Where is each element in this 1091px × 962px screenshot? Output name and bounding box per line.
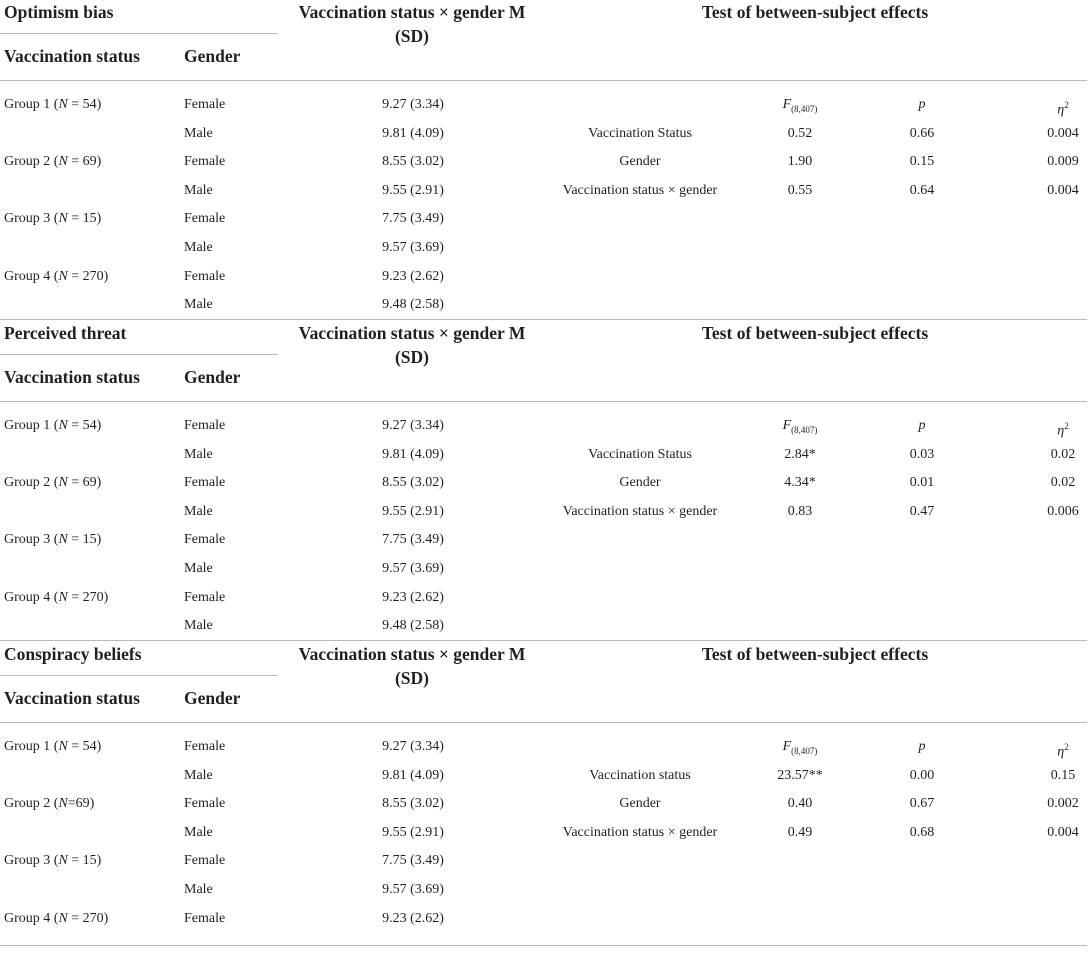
group-prefix: Group 1 ( bbox=[4, 418, 59, 433]
mean-sd-cell: 9.23 (2.62) bbox=[382, 589, 444, 605]
header-divider bbox=[0, 33, 278, 34]
table-row bbox=[0, 91, 540, 119]
table-row bbox=[0, 441, 540, 469]
mean-sd-cell: 9.81 (4.09) bbox=[382, 125, 444, 141]
f-symbol: F bbox=[782, 97, 792, 112]
section-title: Conspiracy beliefs bbox=[4, 644, 142, 664]
p-value-header: p bbox=[918, 418, 926, 433]
column-header-tests: Test of between-subject effects bbox=[701, 2, 929, 22]
group-label bbox=[4, 905, 108, 933]
group-label bbox=[4, 263, 108, 291]
group-label bbox=[4, 733, 101, 761]
gender-cell: Female bbox=[184, 97, 226, 112]
table-row bbox=[0, 412, 540, 440]
gender-cell: Female bbox=[184, 211, 226, 227]
p-value-header: p bbox=[918, 739, 926, 754]
group-count: = 69) bbox=[67, 154, 102, 170]
group-prefix: Group 4 ( bbox=[4, 589, 59, 605]
table-section bbox=[0, 642, 1087, 962]
eta-value: 0.004 bbox=[1047, 182, 1079, 198]
table-row bbox=[0, 469, 540, 497]
eta-value: 0.004 bbox=[1047, 824, 1079, 840]
eta-value: 0.02 bbox=[1050, 446, 1076, 462]
f-df: (8,407) bbox=[791, 745, 818, 756]
table-row bbox=[0, 584, 540, 612]
mean-sd-cell: 9.57 (3.69) bbox=[382, 882, 444, 897]
column-header-vaccination-status: Vaccination status bbox=[4, 688, 140, 708]
column-header-gender: Gender bbox=[184, 688, 241, 708]
mean-sd-cell: 9.81 (4.09) bbox=[382, 446, 444, 462]
group-prefix: Group 1 ( bbox=[4, 97, 59, 112]
n-symbol: N bbox=[58, 739, 68, 754]
p-value: 0.01 bbox=[909, 475, 935, 491]
table-row bbox=[0, 790, 540, 818]
mean-sd-cell: 9.27 (3.34) bbox=[382, 97, 444, 112]
column-header-vaccination-status: Vaccination status bbox=[4, 367, 140, 387]
effect-label: Vaccination status × gender bbox=[562, 824, 718, 840]
group-count: = 270) bbox=[67, 268, 109, 284]
eta-value: 0.009 bbox=[1047, 154, 1079, 170]
p-value-header: p bbox=[918, 97, 926, 112]
gender-cell: Female bbox=[184, 154, 226, 170]
n-symbol: N bbox=[58, 475, 68, 491]
mean-sd-cell: 9.57 (3.69) bbox=[382, 240, 444, 255]
table-row bbox=[0, 905, 540, 933]
header-bottom-rule bbox=[0, 401, 1087, 402]
column-header-mean-sd: Vaccination status × gender M (SD) bbox=[298, 644, 526, 688]
group-count: = 270) bbox=[67, 910, 109, 926]
eta-superscript: 2 bbox=[1064, 100, 1069, 110]
f-value: 0.49 bbox=[787, 824, 813, 840]
group-prefix: Group 1 ( bbox=[4, 739, 59, 754]
group-count: = 69) bbox=[67, 475, 102, 491]
mean-sd-cell: 9.57 (3.69) bbox=[382, 561, 444, 576]
p-value: 0.03 bbox=[909, 446, 935, 462]
mean-sd-cell: 9.27 (3.34) bbox=[382, 739, 444, 754]
group-label bbox=[4, 584, 108, 612]
group-count: = 15) bbox=[67, 211, 102, 227]
group-count: = 15) bbox=[67, 853, 102, 869]
group-count: = 54) bbox=[67, 739, 102, 754]
group-count: = 270) bbox=[67, 589, 109, 605]
column-header-tests: Test of between-subject effects bbox=[701, 644, 929, 664]
header-divider bbox=[0, 354, 278, 355]
n-symbol: N bbox=[58, 796, 68, 812]
group-label bbox=[4, 526, 101, 554]
mean-sd-cell: 9.55 (2.91) bbox=[382, 503, 444, 519]
eta-value: 0.006 bbox=[1047, 503, 1079, 519]
gender-cell: Male bbox=[184, 240, 213, 255]
column-header-gender: Gender bbox=[184, 46, 241, 66]
gender-cell: Male bbox=[184, 182, 213, 198]
group-prefix: Group 2 ( bbox=[4, 475, 59, 491]
gender-cell: Male bbox=[184, 297, 213, 313]
f-value: 0.40 bbox=[787, 796, 813, 812]
gender-cell: Male bbox=[184, 618, 213, 634]
mean-sd-cell: 8.55 (3.02) bbox=[382, 154, 444, 170]
p-value: 0.47 bbox=[909, 503, 935, 519]
group-prefix: Group 4 ( bbox=[4, 910, 59, 926]
f-statistic-header bbox=[755, 733, 845, 765]
header-bottom-rule bbox=[0, 722, 1087, 723]
effect-label: Vaccination Status bbox=[588, 125, 692, 141]
f-value: 0.83 bbox=[787, 503, 813, 519]
effect-label: Gender bbox=[619, 154, 661, 170]
gender-cell: Female bbox=[184, 796, 226, 812]
p-value: 0.67 bbox=[909, 796, 935, 812]
eta-superscript: 2 bbox=[1064, 742, 1069, 752]
table-row bbox=[0, 498, 540, 526]
f-symbol: F bbox=[782, 739, 792, 754]
stats-row bbox=[540, 469, 1087, 497]
stats-row bbox=[540, 177, 1087, 205]
n-symbol: N bbox=[58, 418, 68, 433]
f-value: 23.57** bbox=[777, 767, 823, 783]
gender-cell: Male bbox=[184, 446, 213, 462]
table-row bbox=[0, 819, 540, 847]
gender-cell: Male bbox=[184, 882, 213, 897]
group-label bbox=[4, 847, 101, 875]
group-prefix: Group 3 ( bbox=[4, 532, 59, 548]
stats-row bbox=[540, 148, 1087, 176]
gender-cell: Male bbox=[184, 561, 213, 576]
effect-label: Gender bbox=[619, 475, 661, 491]
eta-symbol: η bbox=[1057, 102, 1065, 118]
n-symbol: N bbox=[58, 154, 68, 170]
gender-cell: Female bbox=[184, 739, 226, 754]
n-symbol: N bbox=[58, 211, 68, 227]
eta-symbol: η bbox=[1057, 744, 1065, 760]
column-header-gender: Gender bbox=[184, 367, 241, 387]
mean-sd-cell: 9.23 (2.62) bbox=[382, 910, 444, 926]
gender-cell: Male bbox=[184, 125, 213, 141]
eta-superscript: 2 bbox=[1064, 421, 1069, 431]
section-title: Optimism bias bbox=[4, 2, 114, 22]
table-row bbox=[0, 291, 540, 319]
f-value: 0.55 bbox=[787, 182, 813, 198]
group-label bbox=[4, 205, 101, 233]
p-value: 0.00 bbox=[909, 767, 935, 783]
p-value: 0.64 bbox=[909, 182, 935, 198]
f-symbol: F bbox=[782, 418, 792, 433]
f-value: 1.90 bbox=[787, 154, 813, 170]
table-section bbox=[0, 321, 1087, 641]
gender-cell: Female bbox=[184, 853, 226, 869]
table-row bbox=[0, 555, 540, 583]
stats-row bbox=[540, 790, 1087, 818]
group-count: = 54) bbox=[67, 97, 102, 112]
gender-cell: Female bbox=[184, 532, 226, 548]
table-row bbox=[0, 612, 540, 640]
gender-cell: Female bbox=[184, 418, 226, 433]
n-symbol: N bbox=[58, 268, 68, 284]
p-value: 0.68 bbox=[909, 824, 935, 840]
header-bottom-rule bbox=[0, 80, 1087, 81]
mean-sd-cell: 8.55 (3.02) bbox=[382, 475, 444, 491]
eta-value: 0.02 bbox=[1050, 475, 1076, 491]
mean-sd-cell: 8.55 (3.02) bbox=[382, 796, 444, 812]
mean-sd-cell: 7.75 (3.49) bbox=[382, 211, 444, 227]
stats-row bbox=[540, 819, 1087, 847]
f-value: 0.52 bbox=[787, 125, 813, 141]
group-label bbox=[4, 148, 101, 176]
p-value: 0.15 bbox=[909, 154, 935, 170]
group-label bbox=[4, 469, 101, 497]
effect-label: Vaccination status bbox=[589, 767, 691, 783]
stats-header-row bbox=[540, 733, 1087, 761]
gender-cell: Female bbox=[184, 589, 226, 605]
mean-sd-cell: 9.48 (2.58) bbox=[382, 297, 444, 313]
mean-sd-cell: 9.27 (3.34) bbox=[382, 418, 444, 433]
stats-row bbox=[540, 498, 1087, 526]
section-bottom-rule bbox=[0, 945, 1087, 946]
group-prefix: Group 2 ( bbox=[4, 154, 59, 170]
group-prefix: Group 3 ( bbox=[4, 211, 59, 227]
table-row bbox=[0, 177, 540, 205]
group-prefix: Group 3 ( bbox=[4, 853, 59, 869]
f-value: 2.84* bbox=[784, 446, 816, 462]
gender-cell: Male bbox=[184, 767, 213, 783]
table-row bbox=[0, 876, 540, 904]
stats-header-row bbox=[540, 412, 1087, 440]
group-count: = 54) bbox=[67, 418, 102, 433]
stats-row bbox=[540, 441, 1087, 469]
mean-sd-cell: 9.55 (2.91) bbox=[382, 824, 444, 840]
section-title: Perceived threat bbox=[4, 323, 127, 343]
f-statistic-header bbox=[755, 412, 845, 444]
table-row bbox=[0, 526, 540, 554]
group-prefix: Group 2 ( bbox=[4, 796, 59, 812]
gender-cell: Male bbox=[184, 824, 213, 840]
n-symbol: N bbox=[58, 853, 68, 869]
mean-sd-cell: 9.23 (2.62) bbox=[382, 268, 444, 284]
stats-row bbox=[540, 120, 1087, 148]
effect-label: Vaccination status × gender bbox=[562, 182, 718, 198]
table-section bbox=[0, 0, 1087, 320]
section-bottom-rule bbox=[0, 640, 1087, 641]
group-label bbox=[4, 91, 101, 119]
p-value: 0.66 bbox=[909, 125, 935, 141]
effect-label: Vaccination Status bbox=[588, 446, 692, 462]
eta-value: 0.15 bbox=[1050, 767, 1076, 783]
mean-sd-cell: 9.55 (2.91) bbox=[382, 182, 444, 198]
f-df: (8,407) bbox=[791, 424, 818, 435]
f-value: 4.34* bbox=[784, 475, 816, 491]
eta-symbol: η bbox=[1057, 423, 1065, 439]
mean-sd-cell: 7.75 (3.49) bbox=[382, 853, 444, 869]
f-statistic-header bbox=[755, 91, 845, 123]
table-row bbox=[0, 205, 540, 233]
table-row bbox=[0, 148, 540, 176]
n-symbol: N bbox=[58, 589, 68, 605]
mean-sd-cell: 9.48 (2.58) bbox=[382, 618, 444, 634]
group-count: = 15) bbox=[67, 532, 102, 548]
section-bottom-rule bbox=[0, 319, 1087, 320]
gender-cell: Female bbox=[184, 268, 226, 284]
mean-sd-cell: 9.81 (4.09) bbox=[382, 767, 444, 783]
column-header-vaccination-status: Vaccination status bbox=[4, 46, 140, 66]
table-row bbox=[0, 234, 540, 262]
header-divider bbox=[0, 675, 278, 676]
group-count: =69) bbox=[67, 796, 95, 812]
stats-row bbox=[540, 762, 1087, 790]
stats-header-row bbox=[540, 91, 1087, 119]
table-row bbox=[0, 263, 540, 291]
group-prefix: Group 4 ( bbox=[4, 268, 59, 284]
group-label bbox=[4, 790, 94, 818]
table-row bbox=[0, 762, 540, 790]
eta-value: 0.004 bbox=[1047, 125, 1079, 141]
group-label bbox=[4, 412, 101, 440]
mean-sd-cell: 7.75 (3.49) bbox=[382, 532, 444, 548]
eta-value: 0.002 bbox=[1047, 796, 1079, 812]
gender-cell: Female bbox=[184, 910, 226, 926]
table-row bbox=[0, 847, 540, 875]
n-symbol: N bbox=[58, 97, 68, 112]
table-row bbox=[0, 733, 540, 761]
f-df: (8,407) bbox=[791, 103, 818, 114]
effect-label: Vaccination status × gender bbox=[562, 503, 718, 519]
effect-label: Gender bbox=[619, 796, 661, 812]
gender-cell: Female bbox=[184, 475, 226, 491]
n-symbol: N bbox=[58, 910, 68, 926]
column-header-tests: Test of between-subject effects bbox=[701, 323, 929, 343]
n-symbol: N bbox=[58, 532, 68, 548]
gender-cell: Male bbox=[184, 503, 213, 519]
column-header-mean-sd: Vaccination status × gender M (SD) bbox=[298, 2, 526, 46]
table-row bbox=[0, 120, 540, 148]
column-header-mean-sd: Vaccination status × gender M (SD) bbox=[298, 323, 526, 367]
